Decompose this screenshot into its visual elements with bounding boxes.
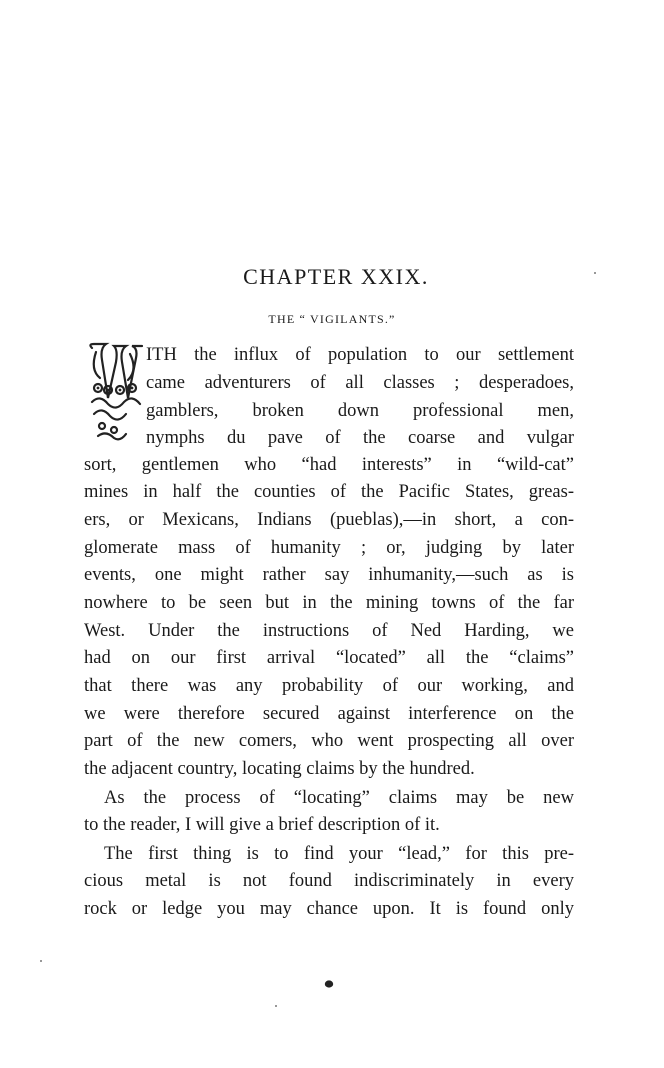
text-line: ers, or Mexicans, Indians (pueblas),—in short, a con- xyxy=(84,510,574,530)
text-line: The first thing is to find your “lead,” for this pre- xyxy=(104,844,574,864)
text-line: had on our first arrival “located” all the “claims” xyxy=(84,648,574,668)
text-line: that there was any probability of our working, and xyxy=(84,676,574,696)
drop-cap-ornament xyxy=(86,340,144,444)
text-line: nowhere to be seen but in the mining towns of the far xyxy=(84,593,574,613)
text-line: gamblers, broken down professional men, xyxy=(146,401,574,421)
text-line: As the process of “locating” claims may be new xyxy=(104,788,574,808)
text-line: we were therefore secured against interference on the xyxy=(84,704,574,724)
text-line: nymphs du pave of the coarse and vulgar xyxy=(146,428,574,448)
text-line: sort, gentlemen who “had interests” in “wild-cat” xyxy=(84,455,574,475)
paper-speck xyxy=(594,272,596,274)
paper-speck xyxy=(40,960,42,962)
text-line: rock or ledge you may chance upon. It is found only xyxy=(84,899,574,919)
chapter-title: CHAPTER XXIX. xyxy=(243,264,429,289)
text-line: West. Under the instructions of Ned Harding, we xyxy=(84,621,574,641)
text-line: mines in half the counties of the Pacific States, greas- xyxy=(84,482,574,502)
text-line: came adventurers of all classes ; desperadoes, xyxy=(146,373,574,393)
text-line: to the reader, I will give a brief description of it. xyxy=(84,815,440,835)
text-line: part of the new comers, who went prospecting all over xyxy=(84,731,574,751)
text-line: the adjacent country, locating claims by the hundred. xyxy=(84,759,475,779)
paper-speck xyxy=(275,1005,277,1007)
text-line: glomerate mass of humanity ; or, judging by later xyxy=(84,538,574,558)
text-line: ITH the influx of population to our settlement xyxy=(146,345,574,365)
chapter-subtitle: THE “ VIGILANTS.” xyxy=(268,312,396,326)
ink-blot-mark xyxy=(324,979,334,989)
text-line: events, one might rather say inhumanity,—such as is xyxy=(84,565,574,585)
text-line: cious metal is not found indiscriminately in every xyxy=(84,871,574,891)
